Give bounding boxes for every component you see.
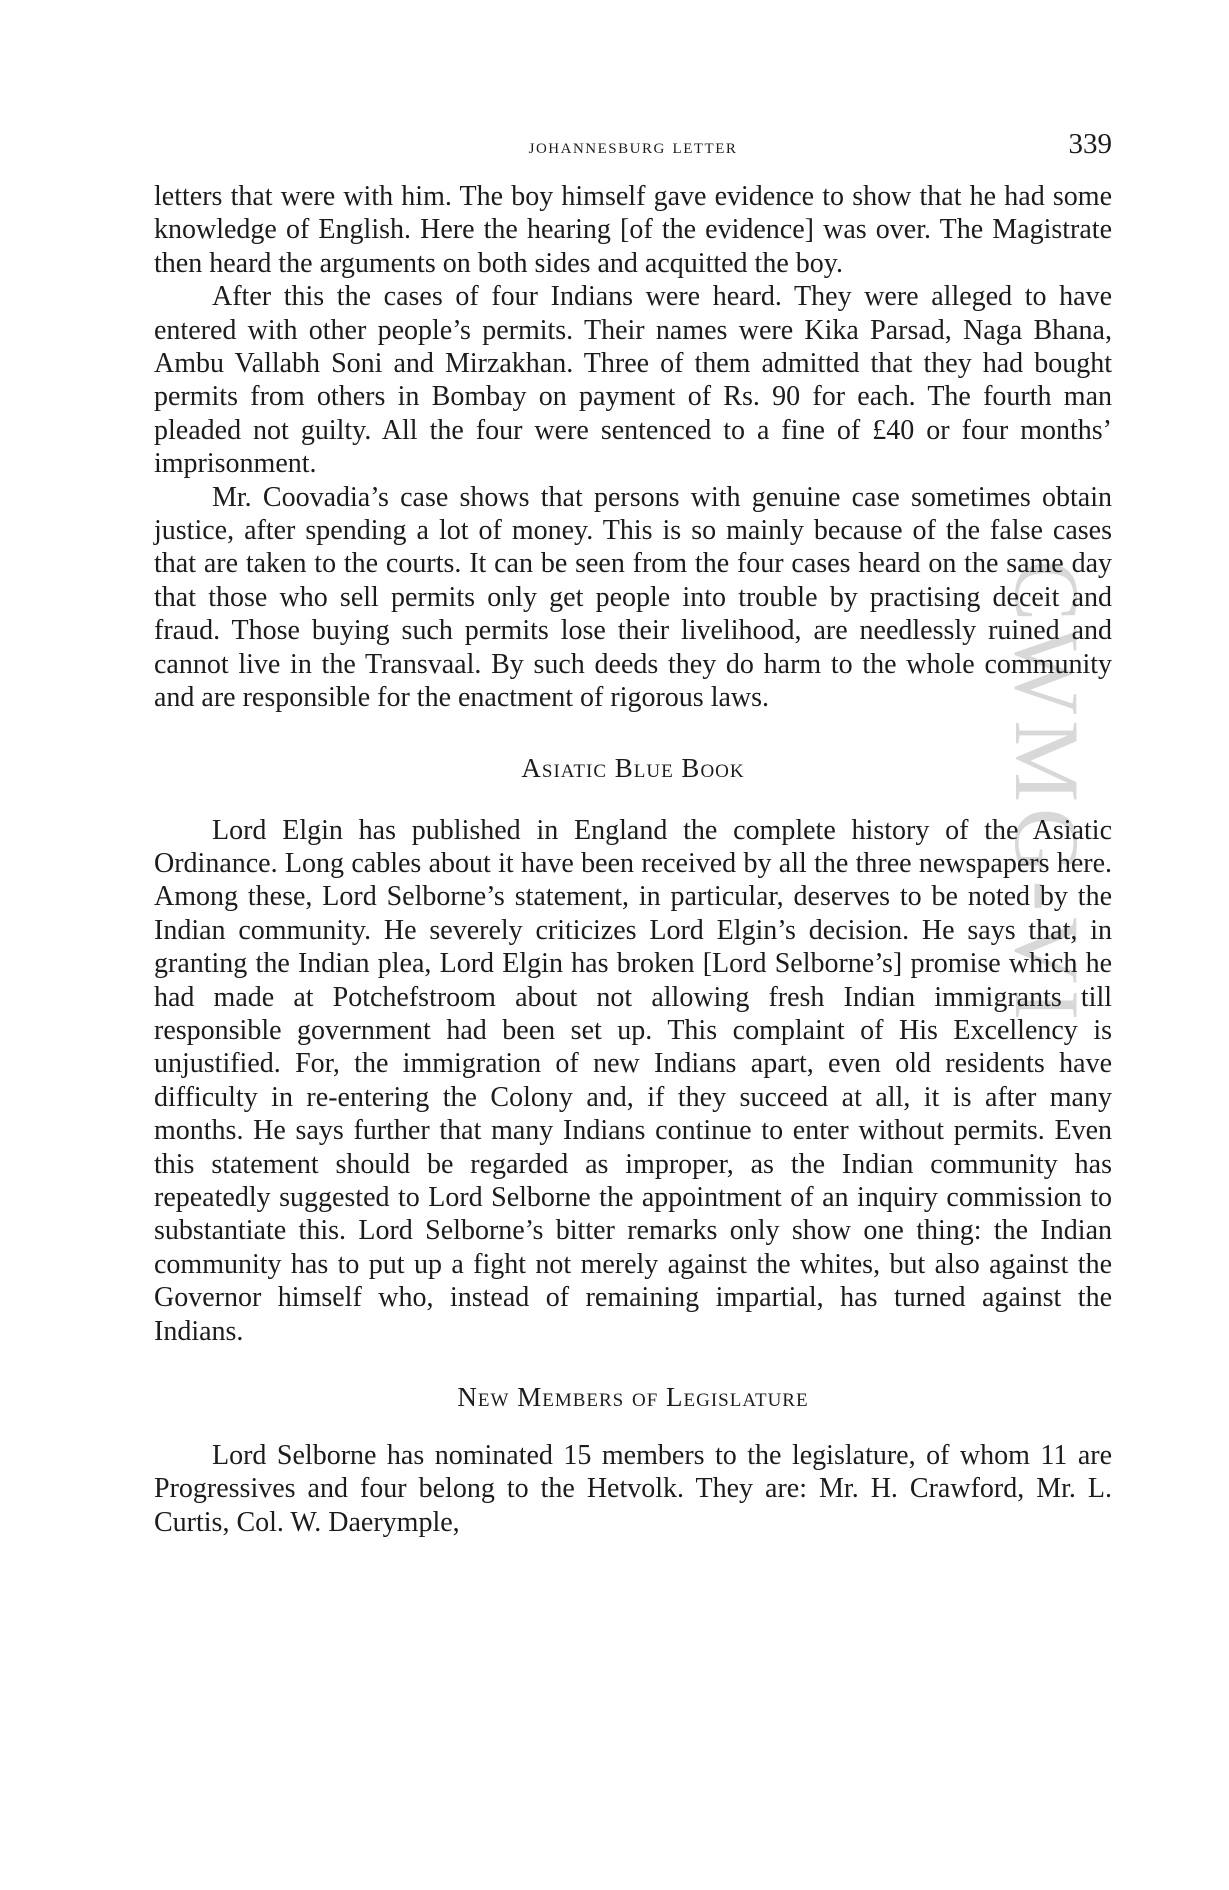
paragraph-coovadia-case: Mr. Coovadia’s case shows that persons with genuine case sometimes obtain justice, after spending a lot of money. This is so mainly because of the false cases that are taken to the courts. It can be seen from the four cases heard on the same day that those who sell permits only get people into trouble by practising deceit and fraud. Those buying such permits lose their livelihood, are needlessly ruined and cannot live in the Transvaal. By such deeds they do harm to the whole community and are responsible for the enactment of rigorous laws. [154,481,1112,714]
paragraph-four-indians: After this the cases of four Indians were heard. They were alleged to have entered with other people’s permits. Their names were Kika Parsad, Naga Bhana, Ambu Vallabh Soni and Mirzakhan. Three of them admitted that they had bought permits from others in Bombay on payment of Rs. 90 for each. The fourth man pleaded not guilty. All the four were sentenced to a fine of £40 or four months’ imprisonment. [154,281,1112,480]
paragraph-continuation: letters that were with him. The boy himself gave evidence to show that he had some knowledge of English. Here the hearing [of the evidence] was over. The Magistrate then heard the arguments on both sides and acquitted the boy. [154,181,1112,279]
paragraph-legislature-members: Lord Selborne has nominated 15 members to the legislature, of whom 11 are Progressives and four belong to the Hetvolk. They are: Mr. H. Crawford, Mr. L. Curtis, Col. W. Daerymple, [154,1440,1112,1538]
section-heading-new-members: New Members of Legislature [457,1382,809,1412]
watermark: CWMG-VI [996,560,1098,1027]
document-page [154,128,1112,1539]
page-number: 339 [1068,128,1112,160]
paragraph-lord-elgin: Lord Elgin has published in England the complete history of the Asiatic Ordinance. Long cables about it have been received by all the three newspapers here. Among these, Lord Selborne’s statement, in particular, deserves to be noted by the Indian community. He severely criticizes Lord Elgin’s decision. He says that, in granting the Indian plea, Lord Elgin has broken [Lord Selborne’s] promise which he had made at Potchefstroom about not allowing fresh Indian immigrants till responsible government had been set up. This complaint of His Excellency is unjustified. For, the immigration of new Indians apart, even old residents have difficulty in re-entering the Colony and, if they succeed at all, it is after many months. He says further that many Indians continue to enter without permits. Even this statement should be regarded as improper, as the Indian community has repeatedly suggested to Lord Selborne the appointment of an inquiry commission to substantiate this. Lord Selborne’s bitter remarks only show one thing: the Indian community has to put up a fight not merely against the whites, but also against the Governor himself who, instead of remaining impartial, has turned against the Indians. [154,814,1112,1347]
section-heading-asiatic-blue-book: Asiatic Blue Book [521,752,745,783]
running-head [154,128,1112,168]
running-title: johannesburg letter [528,134,738,158]
